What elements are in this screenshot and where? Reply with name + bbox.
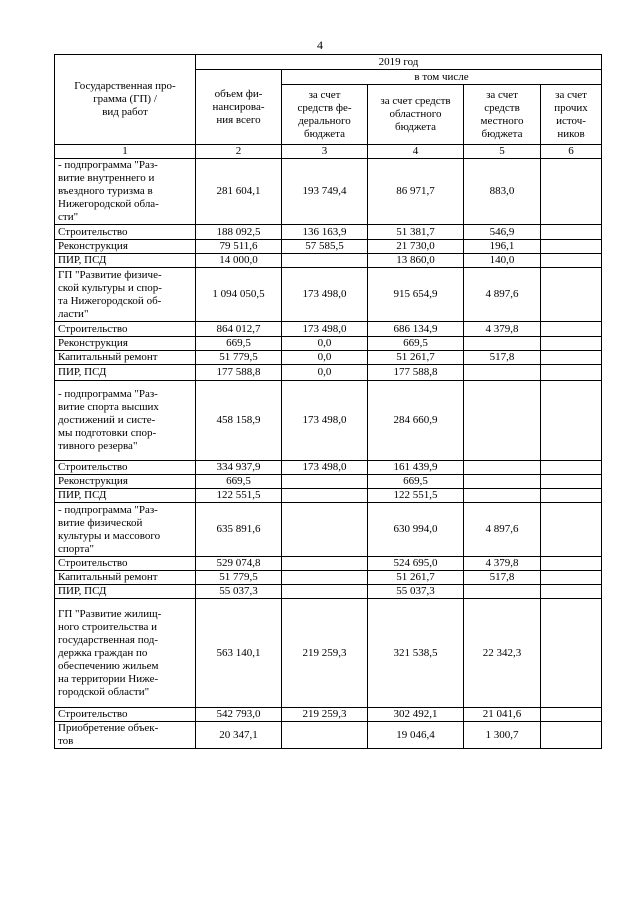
budget-table-body [55, 159, 602, 749]
table-row [55, 461, 602, 475]
row-label-cell: Капитальный ремонт [55, 571, 196, 585]
column-number: 1 [55, 145, 196, 159]
cell-local: 4 897,6 [464, 268, 541, 322]
row-label-cell: ПИР, ПСД [55, 489, 196, 503]
cell-local: 883,0 [464, 159, 541, 225]
cell-local [464, 337, 541, 351]
cell-other [541, 722, 602, 749]
header-federal: за счет средств фе- дерального бюджета [282, 85, 368, 145]
cell-local: 4 379,8 [464, 557, 541, 571]
cell-other [541, 381, 602, 461]
cell-federal [282, 557, 368, 571]
cell-total: 281 604,1 [196, 159, 282, 225]
cell-regional: 669,5 [368, 475, 464, 489]
cell-regional: 177 588,8 [368, 365, 464, 381]
cell-federal [282, 571, 368, 585]
cell-regional: 122 551,5 [368, 489, 464, 503]
row-label-cell: Строительство [55, 225, 196, 240]
table-row [55, 268, 602, 322]
header-local: за счет средств местного бюджета [464, 85, 541, 145]
cell-federal: 136 163,9 [282, 225, 368, 240]
cell-regional: 51 381,7 [368, 225, 464, 240]
row-label-cell: - подпрограмма "Раз- витие физической культуры и массового спорта" [55, 503, 196, 557]
cell-total: 55 037,3 [196, 585, 282, 599]
cell-federal: 219 259,3 [282, 708, 368, 722]
cell-total: 20 347,1 [196, 722, 282, 749]
cell-total: 669,5 [196, 337, 282, 351]
cell-regional: 686 134,9 [368, 322, 464, 337]
row-label-cell: ГП "Развитие физиче- ской культуры и спор- та Нижегородской об- ласти" [55, 268, 196, 322]
cell-other [541, 254, 602, 268]
cell-federal: 0,0 [282, 365, 368, 381]
cell-other [541, 365, 602, 381]
cell-local: 22 342,3 [464, 599, 541, 708]
cell-local [464, 365, 541, 381]
cell-local: 4 379,8 [464, 322, 541, 337]
cell-federal: 173 498,0 [282, 268, 368, 322]
cell-federal: 173 498,0 [282, 381, 368, 461]
cell-other [541, 461, 602, 475]
cell-local: 140,0 [464, 254, 541, 268]
table-row [55, 571, 602, 585]
cell-regional: 51 261,7 [368, 571, 464, 585]
cell-total: 334 937,9 [196, 461, 282, 475]
table-row [55, 225, 602, 240]
cell-federal: 0,0 [282, 351, 368, 365]
cell-federal: 173 498,0 [282, 322, 368, 337]
row-label-cell: ПИР, ПСД [55, 585, 196, 599]
cell-total: 529 074,8 [196, 557, 282, 571]
cell-total: 51 779,5 [196, 571, 282, 585]
cell-other [541, 337, 602, 351]
cell-federal [282, 585, 368, 599]
table-row [55, 585, 602, 599]
row-label-cell: ПИР, ПСД [55, 254, 196, 268]
cell-local: 1 300,7 [464, 722, 541, 749]
cell-other [541, 268, 602, 322]
row-label-cell: Строительство [55, 461, 196, 475]
row-label-cell: Строительство [55, 557, 196, 571]
cell-federal: 57 585,5 [282, 240, 368, 254]
cell-regional: 13 860,0 [368, 254, 464, 268]
cell-federal [282, 503, 368, 557]
cell-regional: 19 046,4 [368, 722, 464, 749]
cell-regional: 55 037,3 [368, 585, 464, 599]
cell-federal [282, 722, 368, 749]
header-including: в том числе [282, 70, 602, 85]
cell-total: 177 588,8 [196, 365, 282, 381]
cell-total: 635 891,6 [196, 503, 282, 557]
table-row [55, 722, 602, 749]
cell-regional: 302 492,1 [368, 708, 464, 722]
table-row [55, 337, 602, 351]
cell-federal: 173 498,0 [282, 461, 368, 475]
header-total: объем фи- нансирова- ния всего [196, 70, 282, 145]
column-number: 6 [541, 145, 602, 159]
cell-regional: 284 660,9 [368, 381, 464, 461]
cell-total: 188 092,5 [196, 225, 282, 240]
row-label-cell: Строительство [55, 708, 196, 722]
cell-regional: 524 695,0 [368, 557, 464, 571]
table-row [55, 557, 602, 571]
table-row [55, 489, 602, 503]
table-row [55, 254, 602, 268]
cell-local [464, 461, 541, 475]
row-label-cell: Реконструкция [55, 337, 196, 351]
cell-total: 669,5 [196, 475, 282, 489]
header-program-column: Государственная про- грамма (ГП) / вид работ [55, 55, 196, 145]
cell-other [541, 585, 602, 599]
cell-regional: 321 538,5 [368, 599, 464, 708]
cell-local: 196,1 [464, 240, 541, 254]
cell-other [541, 475, 602, 489]
cell-other [541, 503, 602, 557]
header-year: 2019 год [196, 55, 602, 70]
cell-other [541, 225, 602, 240]
table-row [55, 365, 602, 381]
cell-total: 14 000,0 [196, 254, 282, 268]
row-label-cell: Реконструкция [55, 240, 196, 254]
cell-regional: 669,5 [368, 337, 464, 351]
cell-total: 1 094 050,5 [196, 268, 282, 322]
table-row [55, 503, 602, 557]
table-row [55, 708, 602, 722]
cell-local [464, 585, 541, 599]
row-label-cell: - подпрограмма "Раз- витие внутреннего и въездного туризма в Нижегородской обла- сти" [55, 159, 196, 225]
table-row [55, 351, 602, 365]
cell-local: 517,8 [464, 571, 541, 585]
cell-local [464, 489, 541, 503]
table-row [55, 475, 602, 489]
cell-other [541, 489, 602, 503]
column-number: 3 [282, 145, 368, 159]
cell-regional: 86 971,7 [368, 159, 464, 225]
cell-other [541, 571, 602, 585]
column-number: 2 [196, 145, 282, 159]
cell-other [541, 240, 602, 254]
cell-regional: 161 439,9 [368, 461, 464, 475]
table-row [55, 159, 602, 225]
cell-federal [282, 475, 368, 489]
cell-federal: 193 749,4 [282, 159, 368, 225]
cell-local: 4 897,6 [464, 503, 541, 557]
cell-local [464, 475, 541, 489]
row-label-cell: ГП "Развитие жилищ- ного строительства и государственная под- держка граждан по обеспечению жильем на территории Ниже- городской области" [55, 599, 196, 708]
cell-regional: 21 730,0 [368, 240, 464, 254]
row-label-cell: Реконструкция [55, 475, 196, 489]
cell-other [541, 708, 602, 722]
cell-local [464, 381, 541, 461]
table-row [55, 322, 602, 337]
row-label-cell: Капитальный ремонт [55, 351, 196, 365]
cell-total: 563 140,1 [196, 599, 282, 708]
row-label-cell: ПИР, ПСД [55, 365, 196, 381]
column-number: 5 [464, 145, 541, 159]
table-row [55, 240, 602, 254]
header-regional: за счет средств областного бюджета [368, 85, 464, 145]
cell-other [541, 322, 602, 337]
cell-local: 517,8 [464, 351, 541, 365]
cell-total: 79 511,6 [196, 240, 282, 254]
cell-other [541, 351, 602, 365]
cell-local: 21 041,6 [464, 708, 541, 722]
cell-federal [282, 489, 368, 503]
cell-total: 542 793,0 [196, 708, 282, 722]
cell-total: 51 779,5 [196, 351, 282, 365]
cell-other [541, 159, 602, 225]
header-other: за счет прочих источ- ников [541, 85, 602, 145]
cell-federal: 0,0 [282, 337, 368, 351]
cell-regional: 630 994,0 [368, 503, 464, 557]
cell-federal: 219 259,3 [282, 599, 368, 708]
cell-local: 546,9 [464, 225, 541, 240]
cell-total: 122 551,5 [196, 489, 282, 503]
page-number: 4 [317, 38, 323, 52]
cell-total: 864 012,7 [196, 322, 282, 337]
cell-other [541, 599, 602, 708]
row-label-cell: Строительство [55, 322, 196, 337]
table-row [55, 381, 602, 461]
cell-regional: 915 654,9 [368, 268, 464, 322]
column-number: 4 [368, 145, 464, 159]
cell-other [541, 557, 602, 571]
row-label-cell: Приобретение объек- тов [55, 722, 196, 749]
budget-table [54, 54, 602, 749]
cell-federal [282, 254, 368, 268]
row-label-cell: - подпрограмма "Раз- витие спорта высших достижений и систе- мы подготовки спор- тивного резерва" [55, 381, 196, 461]
cell-regional: 51 261,7 [368, 351, 464, 365]
table-row [55, 599, 602, 708]
cell-total: 458 158,9 [196, 381, 282, 461]
